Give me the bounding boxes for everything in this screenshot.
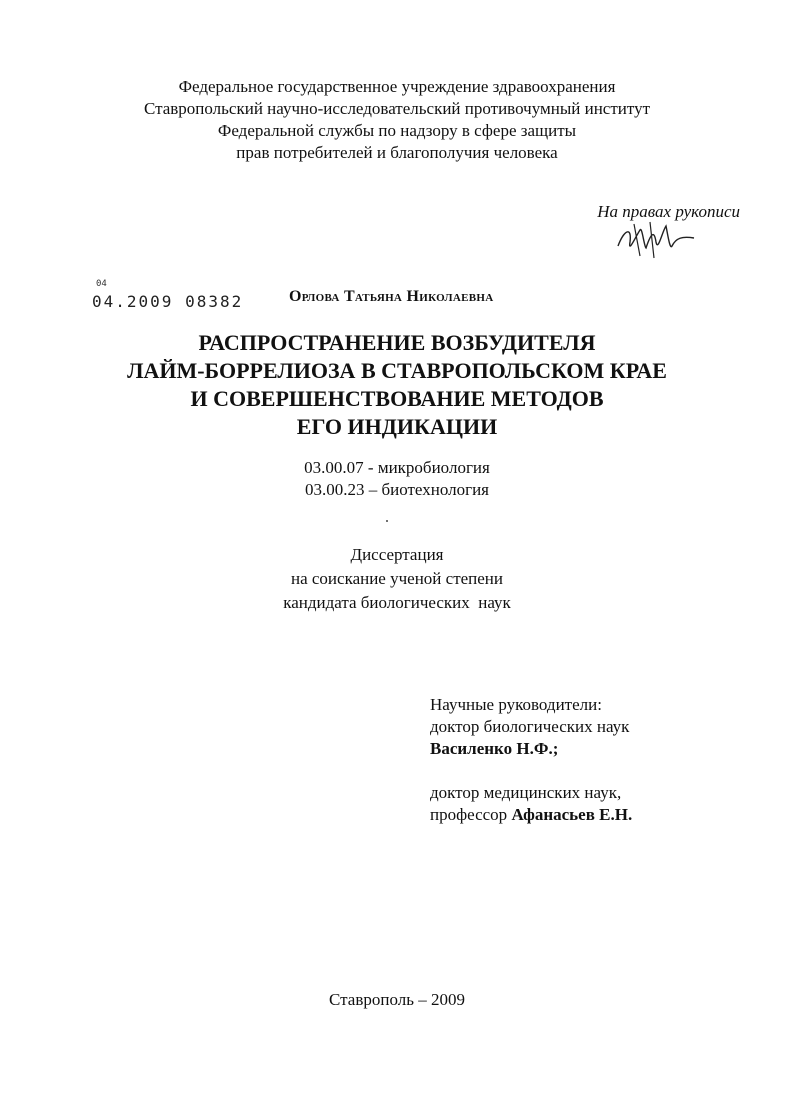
degree-block — [0, 543, 794, 615]
title-line-1: РАСПРОСТРАНЕНИЕ ВОЗБУДИТЕЛЯ — [198, 330, 596, 355]
specialty-2: 03.00.23 – биотехнология — [304, 480, 490, 499]
title-line-3: И СОВЕРШЕНСТВОВАНИЕ МЕТОДОВ — [190, 386, 604, 411]
supervisor-1-name: Василенко Н.Ф.; — [430, 739, 559, 758]
supervisor-2-name: Афанасьев Е.Н. — [511, 805, 633, 824]
organization-line-2: Ставропольский научно-исследовательский противочумный институт — [143, 99, 650, 118]
specialty-1: 03.00.07 - микробиология — [304, 458, 490, 477]
dissertation-title — [0, 329, 794, 441]
degree-line-3: кандидата биологических наук — [283, 593, 511, 612]
archive-stamp: 04.2009 08382 — [92, 292, 244, 311]
organization-block — [0, 76, 794, 164]
city-year: Ставрополь – 2009 — [329, 990, 465, 1009]
specialties — [0, 457, 794, 501]
stamp-mark: 04 — [96, 279, 107, 289]
organization-line-4: прав потребителей и благополучия человека — [236, 143, 558, 162]
supervisor-2-degree: доктор медицинских наук, — [430, 783, 622, 802]
supervisors-heading: Научные руководители: — [430, 695, 602, 714]
stray-dot — [386, 520, 388, 522]
organization-line-3: Федеральной службы по надзору в сфере защиты — [217, 121, 577, 140]
supervisors-block — [430, 694, 632, 826]
supervisor-2-line — [430, 804, 632, 826]
degree-line-2: на соискание ученой степени — [290, 569, 504, 588]
degree-line-1: Диссертация — [350, 545, 444, 564]
title-line-2: ЛАЙМ-БОРРЕЛИОЗА В СТАВРОПОЛЬСКОМ КРАЕ — [127, 358, 667, 383]
supervisor-1-degree: доктор биологических наук — [430, 717, 630, 736]
spacer — [430, 760, 632, 782]
signature-icon — [610, 216, 700, 262]
author-name: Орлова Татьяна Николаевна — [289, 288, 494, 305]
title-line-4: ЕГО ИНДИКАЦИИ — [296, 414, 498, 439]
organization-line-1: Федеральное государственное учреждение здравоохранения — [178, 77, 616, 96]
supervisor-2-title: профессор — [430, 805, 508, 824]
manuscript-rights-note: На правах рукописи — [597, 202, 740, 221]
